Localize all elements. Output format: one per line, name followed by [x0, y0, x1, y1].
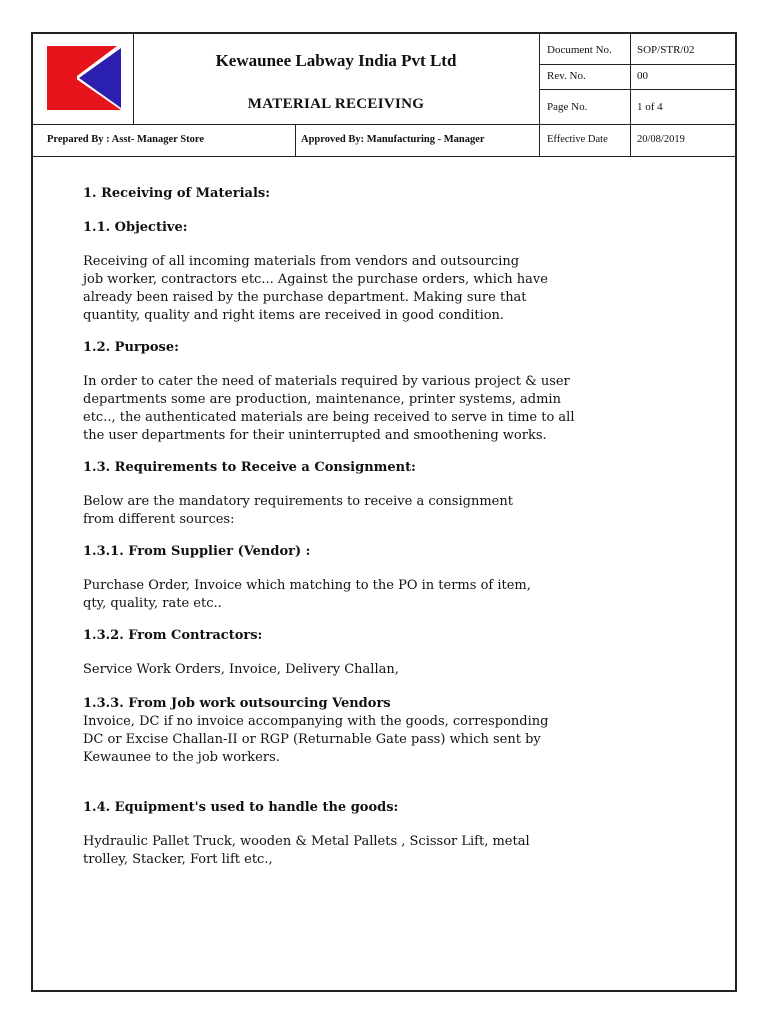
- requirements-paragraph: [83, 493, 643, 529]
- text-line: qty, quality, rate etc..: [83, 596, 222, 611]
- company-name: Kewaunee Labway India Pvt Ltd: [215, 51, 457, 70]
- text-line: Receiving of all incoming materials from vendors and outsourcing: [83, 254, 520, 269]
- heading-equipment: 1.4. Equipment's used to handle the goods:: [83, 800, 399, 815]
- heading-receiving-of-materials: 1. Receiving of Materials:: [83, 186, 271, 201]
- text-line: departments some are production, maintenance, printer systems, admin: [83, 392, 561, 407]
- text-line: from different sources:: [83, 512, 235, 527]
- job-work-paragraph: [83, 713, 643, 767]
- rev-no-value: 00: [637, 70, 648, 82]
- approved-by: Approved By: Manufacturing - Manager: [301, 134, 485, 145]
- text-line: In order to cater the need of materials required by various project & user: [83, 374, 570, 389]
- text-line: Below are the mandatory requirements to receive a consignment: [83, 494, 513, 509]
- prepared-by: Prepared By : Asst- Manager Store: [47, 134, 204, 145]
- text-line: quantity, quality and right items are received in good condition.: [83, 308, 505, 323]
- objective-paragraph: [83, 253, 643, 325]
- text-line: etc.., the authenticated materials are being received to serve in time to all: [83, 410, 575, 425]
- document-body: [83, 150, 643, 869]
- text-line: job worker, contractors etc... Against the purchase orders, which have: [83, 272, 548, 287]
- rev-no-label: Rev. No.: [547, 70, 586, 82]
- heading-objective: 1.1. Objective:: [83, 220, 188, 235]
- effective-date-label: Effective Date: [547, 134, 608, 145]
- text-line: DC or Excise Challan-II or RGP (Returnable Gate pass) which sent by: [83, 732, 541, 747]
- page-no-label: Page No.: [547, 101, 588, 113]
- text-line: Service Work Orders, Invoice, Delivery Challan,: [83, 662, 399, 677]
- purpose-paragraph: [83, 373, 643, 445]
- contractors-paragraph: [83, 661, 643, 679]
- text-line: Purchase Order, Invoice which matching to the PO in terms of item,: [83, 578, 531, 593]
- kewaunee-logo: [47, 46, 121, 110]
- supplier-paragraph: [83, 577, 643, 613]
- text-line: the user departments for their uninterrupted and smoothening works.: [83, 428, 547, 443]
- doc-no-value: SOP/STR/02: [637, 44, 695, 56]
- text-line: already been raised by the purchase department. Making sure that: [83, 290, 527, 305]
- page-no-value: 1 of 4: [637, 101, 663, 113]
- effective-date-value: 20/08/2019: [637, 134, 685, 145]
- document-title: MATERIAL RECEIVING: [247, 96, 425, 112]
- doc-no-label: Document No.: [547, 44, 612, 56]
- heading-purpose: 1.2. Purpose:: [83, 340, 179, 355]
- heading-from-supplier: 1.3.1. From Supplier (Vendor) :: [83, 544, 311, 559]
- text-line: Hydraulic Pallet Truck, wooden & Metal Pallets , Scissor Lift, metal: [83, 834, 530, 849]
- text-line: Kewaunee to the job workers.: [83, 750, 280, 765]
- equipment-paragraph: [83, 833, 643, 869]
- heading-requirements: 1.3. Requirements to Receive a Consignment:: [83, 460, 416, 475]
- text-line: Invoice, DC if no invoice accompanying with the goods, corresponding: [83, 714, 549, 729]
- header-table: [33, 34, 735, 157]
- heading-job-work-vendors: 1.3.3. From Job work outsourcing Vendors: [83, 696, 391, 711]
- heading-from-contractors: 1.3.2. From Contractors:: [83, 628, 263, 643]
- text-line: trolley, Stacker, Fort lift etc.,: [83, 852, 273, 867]
